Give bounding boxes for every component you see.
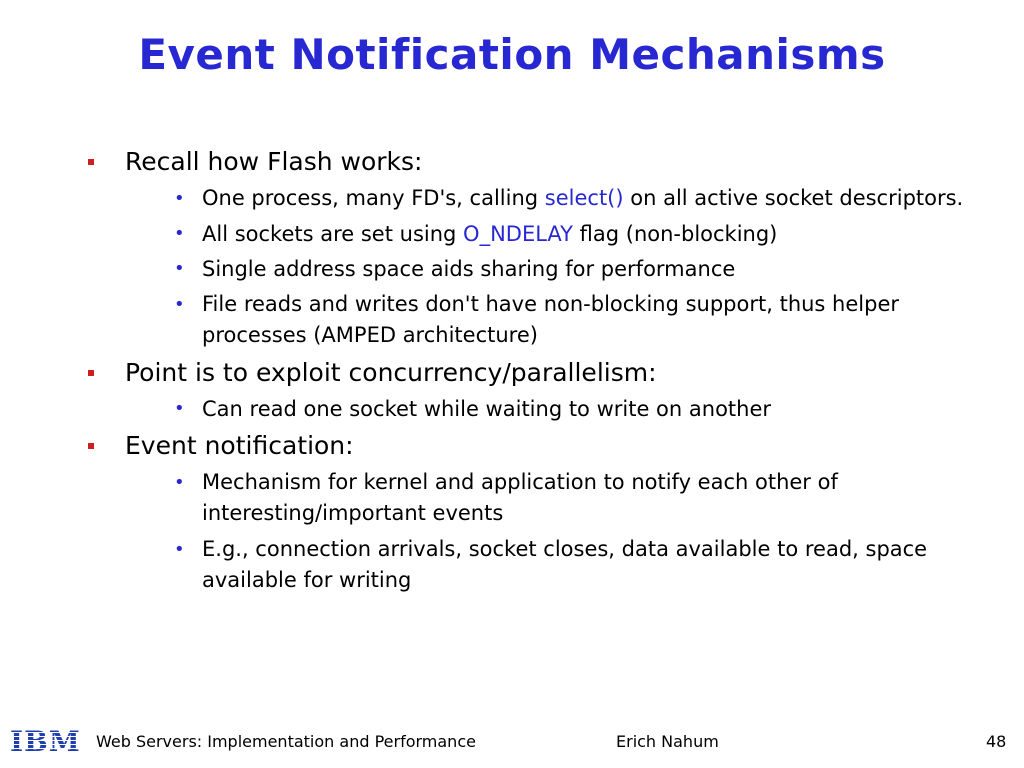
sub-bullet-text-end: on all active socket descriptors. [623, 186, 964, 210]
square-bullet-icon [88, 370, 94, 376]
sub-bullet-text: Mechanism for kernel and application to notify each other of interesting/important events [202, 470, 838, 525]
dot-bullet-icon: • [174, 258, 185, 279]
page-number: 48 [986, 732, 1007, 751]
sub-bullet [172, 467, 988, 529]
footer-author: Erich Nahum [616, 732, 719, 751]
bullet-concurrency [88, 357, 988, 389]
footer-course: Web Servers: Implementation and Performance [96, 732, 476, 751]
sub-bullet-text: Can read one socket while waiting to write on another [202, 397, 772, 421]
slide-content [88, 140, 988, 596]
sub-bullet [172, 394, 988, 424]
sub-bullet-text: Single address space aids sharing for performance [202, 257, 736, 281]
square-bullet-icon [88, 159, 94, 165]
ibm-logo-text: IBM [10, 725, 81, 758]
ibm-logo [10, 727, 86, 757]
bullet-text: Event notification: [125, 431, 354, 460]
dot-bullet-icon: • [174, 223, 185, 244]
slide-title: Event Notification Mechanisms [138, 30, 886, 79]
dot-bullet-icon: • [174, 188, 185, 209]
sub-bullet [172, 183, 988, 214]
dot-bullet-icon: • [174, 398, 185, 419]
ondelay-keyword: O_NDELAY [463, 222, 573, 246]
sub-bullet-text: All sockets are set using [202, 222, 464, 246]
sub-bullet [172, 534, 988, 596]
bullet-text: Recall how Flash works: [125, 147, 423, 176]
square-bullet-icon [88, 443, 94, 449]
sub-bullet [172, 289, 988, 351]
bullet-text: Point is to exploit concurrency/parallelism: [125, 358, 657, 387]
bullet-event-notification [88, 430, 988, 462]
sub-bullet-text: E.g., connection arrivals, socket closes, data available to read, space available for writing [202, 537, 928, 592]
sub-bullet [172, 219, 988, 249]
sub-bullet-text-end: flag (non-blocking) [572, 222, 778, 246]
slide-footer [0, 722, 1024, 768]
dot-bullet-icon: • [174, 294, 185, 315]
bullet-flash [88, 146, 988, 178]
sub-bullet-text: File reads and writes don't have non-blocking support, thus helper processes (AMPED architecture) [202, 292, 899, 347]
select-keyword: select() [544, 186, 624, 210]
sub-bullet-text: One process, many FD's, calling [202, 186, 545, 210]
sub-bullet [172, 254, 988, 284]
dot-bullet-icon: • [174, 539, 185, 560]
dot-bullet-icon: • [174, 472, 185, 493]
